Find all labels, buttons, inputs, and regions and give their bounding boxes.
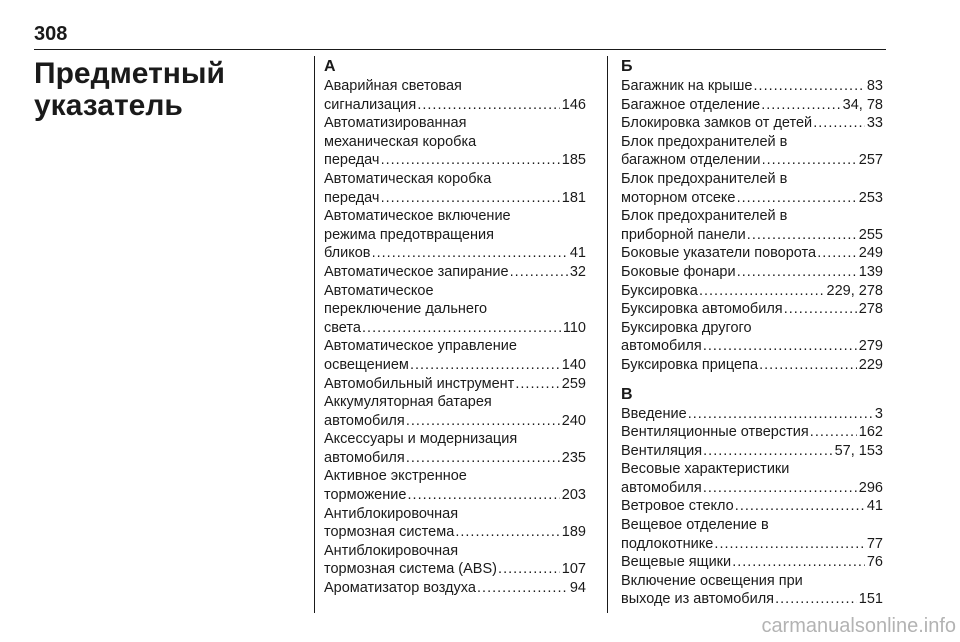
index-entry (621, 442, 883, 461)
entry-page-ref: 259 (561, 375, 586, 392)
dot-leader (407, 412, 560, 431)
entry-page-ref: 57, 153 (834, 442, 883, 459)
dot-leader (736, 497, 865, 516)
dot-leader (811, 423, 857, 442)
index-title-line-2: указатель (34, 89, 183, 122)
index-entry (621, 77, 883, 96)
index-entry (324, 207, 586, 263)
index-entry (621, 263, 883, 282)
entry-page-ref: 255 (858, 226, 883, 243)
entry-last-line (621, 337, 883, 356)
entry-page-ref: 229, 278 (826, 282, 883, 299)
entry-text-line: света (324, 319, 361, 336)
dot-leader (700, 282, 825, 301)
entry-text-line: передач (324, 152, 380, 169)
entry-page-ref: 83 (866, 78, 883, 94)
entry-text-line: Активное экстренное (324, 468, 467, 485)
dot-leader (762, 96, 841, 115)
entry-page-ref: 32 (569, 263, 586, 280)
dot-leader (738, 189, 857, 208)
entry-page-ref: 181 (561, 189, 586, 206)
index-entry (324, 375, 586, 394)
dot-leader (411, 356, 560, 375)
entry-page-ref: 139 (858, 263, 883, 280)
entry-text-line: бликов (324, 245, 371, 262)
dot-leader (363, 319, 561, 338)
index-entry (621, 553, 883, 572)
entry-text-line: передач (324, 189, 380, 206)
dot-leader (704, 479, 857, 498)
entry-page-ref: 76 (866, 554, 883, 571)
index-entry (324, 282, 586, 338)
index-entry (324, 337, 586, 374)
entry-page-ref: 253 (858, 189, 883, 206)
entry-text-line: освещением (324, 356, 409, 373)
index-entry (324, 467, 586, 504)
entry-last-line (621, 263, 883, 282)
entry-text-line: Вентиляция (621, 442, 703, 459)
column-divider-2 (607, 56, 608, 613)
entry-last-line (621, 423, 883, 442)
entry-page-ref: 296 (858, 479, 883, 496)
index-entry (621, 244, 883, 263)
entry-page-ref: 279 (858, 338, 883, 355)
entry-last-line (324, 151, 586, 170)
dot-leader (776, 590, 857, 609)
entry-page-ref: 140 (561, 356, 586, 373)
entry-page-ref: 235 (561, 449, 586, 466)
entry-page-ref: 162 (858, 424, 883, 441)
entry-last-line (324, 486, 586, 505)
index-column-1 (324, 57, 586, 598)
index-entry (621, 114, 883, 133)
dot-leader (382, 189, 560, 208)
entry-text-line: багажном отделении (621, 152, 761, 169)
watermark: carmanualsonline.info (761, 615, 956, 637)
entry-text-line: автомобиля (324, 412, 405, 429)
index-entry (621, 423, 883, 442)
entry-text-line: Вещевые ящики (621, 554, 732, 571)
dot-leader (408, 486, 559, 505)
dot-leader (478, 579, 568, 598)
index-entry (621, 96, 883, 115)
entry-text-line: механическая коробка (324, 133, 477, 150)
entry-text-line: Блок предохранителей в (621, 170, 788, 187)
entry-text-line: автомобиля (621, 338, 702, 355)
entry-last-line (324, 244, 586, 263)
entry-text-line: Буксировка автомобиля (621, 301, 783, 318)
entry-text-line: Автомобильный инструмент (324, 375, 515, 392)
entry-last-line (621, 479, 883, 498)
dot-leader (499, 560, 560, 579)
entry-last-line (621, 535, 883, 554)
entry-text-line: выходе из автомобиля (621, 591, 775, 608)
entry-page-ref: 107 (561, 561, 586, 578)
index-entry (621, 170, 883, 207)
index-entry (324, 114, 586, 170)
entry-text-line: Аксессуары и модернизация (324, 431, 518, 448)
entry-text-line: Весовые характеристики (621, 461, 790, 478)
entry-last-line (621, 114, 883, 133)
entry-text-line: автомобиля (621, 479, 702, 496)
entry-text-line: приборной панели (621, 226, 746, 243)
section-spacer (621, 375, 883, 385)
entry-text-line: Аварийная световая (324, 78, 462, 94)
entry-text-line: Автоматическое (324, 282, 434, 299)
index-entry (324, 430, 586, 467)
index-entry (621, 405, 883, 424)
entry-text-line: Введение (621, 405, 687, 422)
entry-text-line: Блокировка замков от детей (621, 115, 813, 132)
entry-page-ref: 189 (561, 524, 586, 541)
dot-leader (738, 263, 857, 282)
entry-page-ref: 240 (561, 412, 586, 429)
dot-leader (407, 449, 560, 468)
index-entry (621, 300, 883, 319)
entry-text-line: подлокотнике (621, 535, 714, 552)
dot-leader (689, 405, 873, 424)
entry-text-line: Автоматизированная (324, 115, 467, 132)
entry-page-ref: 203 (561, 487, 586, 504)
dot-leader (418, 96, 560, 115)
entry-page-ref: 94 (569, 580, 586, 597)
entry-text-line: Багажное отделение (621, 96, 761, 113)
index-entry (621, 356, 883, 375)
dot-leader (715, 535, 865, 554)
column-divider-1 (314, 56, 315, 613)
index-entry (621, 497, 883, 516)
index-entry (621, 282, 883, 301)
entry-last-line (324, 263, 586, 282)
index-entry (324, 393, 586, 430)
entry-page-ref: 229 (858, 356, 883, 373)
entry-text-line: Буксировка (621, 282, 698, 299)
entry-page-ref: 34, 78 (842, 96, 883, 113)
entry-text-line: автомобиля (324, 449, 405, 466)
entry-text-line: Антиблокировочная (324, 542, 459, 559)
entry-text-line: Включение освещения при (621, 572, 803, 589)
entry-text-line: сигнализация (324, 96, 417, 113)
entry-last-line (621, 553, 883, 572)
index-entry (621, 516, 883, 553)
index-entry (621, 572, 883, 609)
section-letter: Б (621, 58, 633, 75)
entry-last-line (621, 244, 883, 263)
index-entry (621, 460, 883, 497)
entry-last-line (324, 449, 586, 468)
entry-page-ref: 33 (866, 115, 883, 132)
entry-page-ref: 3 (874, 405, 883, 422)
entry-text-line: переключение дальнего (324, 301, 488, 318)
entry-page-ref: 185 (561, 152, 586, 169)
index-entry (621, 207, 883, 244)
entry-last-line (324, 319, 586, 338)
index-entry (324, 579, 586, 598)
entry-text-line: Вентиляционные отверстия (621, 424, 809, 441)
entry-last-line (324, 560, 586, 579)
entry-last-line (621, 189, 883, 208)
entry-text-line: Вещевое отделение в (621, 517, 769, 534)
dot-leader (516, 375, 560, 394)
entry-text-line: режима предотвращения (324, 226, 494, 243)
dot-leader (704, 442, 833, 461)
entry-last-line (324, 412, 586, 431)
entry-last-line (621, 151, 883, 170)
dot-leader (818, 244, 857, 263)
entry-text-line: Ветровое стекло (621, 498, 734, 515)
entry-page-ref: 41 (569, 245, 586, 262)
entry-text-line: торможение (324, 487, 407, 504)
entry-text-line: Антиблокировочная (324, 505, 459, 522)
entry-last-line (621, 356, 883, 375)
header-rule (34, 49, 886, 50)
section-letter: В (621, 385, 633, 403)
dot-leader (748, 226, 857, 245)
dot-leader (785, 300, 857, 319)
entry-text-line: Багажник на крыше (621, 78, 753, 94)
entry-page-ref: 77 (866, 535, 883, 552)
entry-last-line (621, 226, 883, 245)
entry-text-line: Блок предохранителей в (621, 208, 788, 225)
entry-last-line (324, 523, 586, 542)
section-letter: А (324, 58, 336, 75)
dot-leader (373, 244, 568, 263)
entry-last-line (324, 96, 586, 115)
index-entry (324, 542, 586, 579)
entry-page-ref: 257 (858, 152, 883, 169)
entry-text-line: Боковые указатели поворота (621, 245, 817, 262)
dot-leader (382, 151, 560, 170)
index-title-line-1: Предметный (34, 57, 225, 90)
index-column-2 (621, 57, 883, 609)
entry-last-line (621, 77, 883, 96)
entry-last-line (324, 375, 586, 394)
index-entry (324, 170, 586, 207)
dot-leader (760, 356, 857, 375)
entry-last-line (621, 300, 883, 319)
dot-leader (733, 553, 865, 572)
entry-last-line (621, 590, 883, 609)
entry-page-ref: 278 (858, 301, 883, 318)
entry-last-line (324, 189, 586, 208)
index-title (34, 58, 294, 122)
entry-last-line (621, 282, 883, 301)
dot-leader (511, 263, 568, 282)
entry-text-line: Буксировка прицепа (621, 356, 759, 373)
index-entry (621, 133, 883, 170)
entry-last-line (621, 442, 883, 461)
index-entry (621, 319, 883, 356)
entry-page-ref: 41 (866, 498, 883, 515)
entry-text-line: тормозная система (324, 524, 455, 541)
index-entry (324, 263, 586, 282)
entry-last-line (621, 96, 883, 115)
entry-text-line: Автоматическая коробка (324, 170, 492, 187)
entry-text-line: Блок предохранителей в (621, 133, 788, 150)
entry-last-line (621, 497, 883, 516)
index-entry (324, 77, 586, 114)
entry-text-line: тормозная система (ABS) (324, 561, 497, 578)
dot-leader (763, 151, 857, 170)
entry-text-line: Автоматическое управление (324, 338, 517, 355)
entry-text-line: Ароматизатор воздуха (324, 580, 476, 597)
entry-page-ref: 249 (858, 245, 883, 262)
entry-last-line (324, 356, 586, 375)
dot-leader (456, 523, 560, 542)
entry-text-line: Буксировка другого (621, 319, 752, 336)
entry-page-ref: 110 (562, 319, 586, 336)
dot-leader (704, 337, 857, 356)
index-entry (324, 505, 586, 542)
entry-text-line: моторном отсеке (621, 189, 736, 206)
entry-page-ref: 146 (561, 96, 586, 113)
dot-leader (754, 77, 864, 96)
entry-text-line: Автоматическое включение (324, 208, 511, 225)
page-number: 308 (34, 23, 68, 45)
entry-text-line: Боковые фонари (621, 263, 736, 280)
entry-text-line: Автоматическое запирание (324, 263, 509, 280)
dot-leader (814, 114, 865, 133)
entry-last-line (621, 405, 883, 424)
entry-page-ref: 151 (858, 591, 883, 608)
entry-last-line (324, 579, 586, 598)
entry-text-line: Аккумуляторная батарея (324, 394, 492, 411)
